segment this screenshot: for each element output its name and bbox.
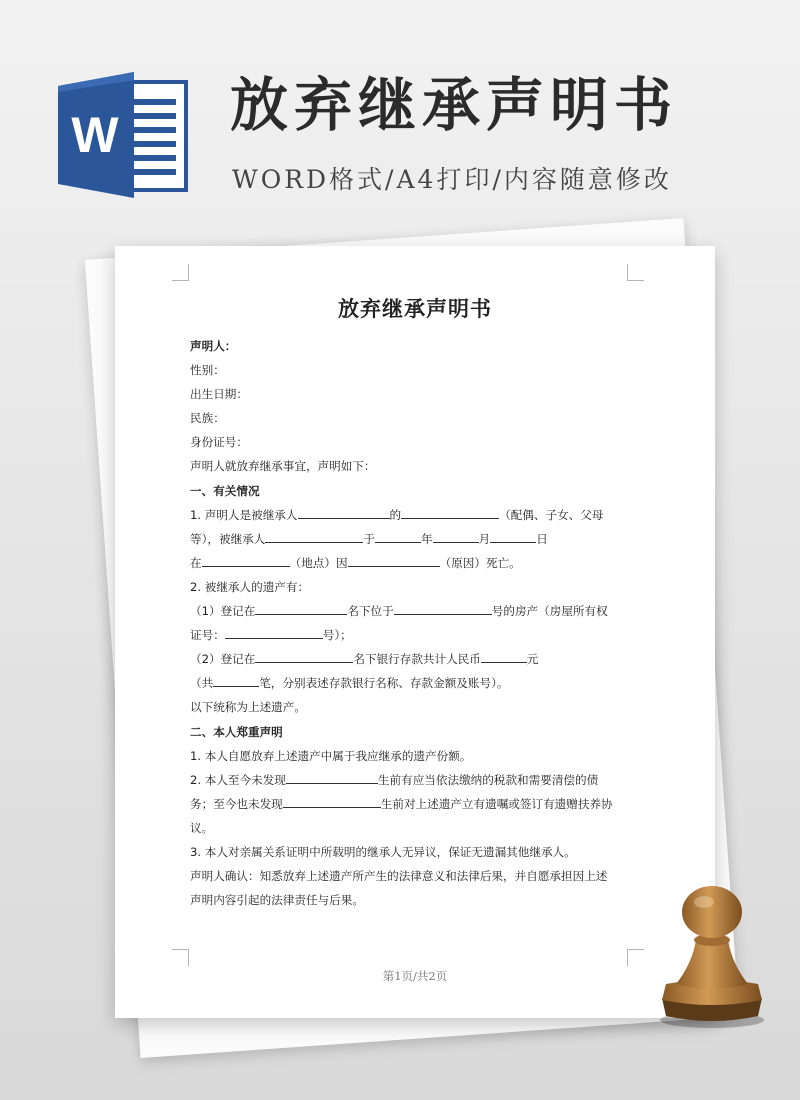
header-title: 放弃继承声明书 — [230, 71, 679, 139]
crop-mark-top-right — [627, 264, 644, 281]
document-body — [190, 334, 650, 912]
fill-blank[interactable] — [202, 552, 290, 567]
fill-blank[interactable] — [481, 648, 527, 663]
paragraph-line: 2. 本人至今未发现 生前有应当依法缴纳的税款和需要清偿的债 — [190, 768, 650, 792]
word-logo-letter: W — [71, 107, 119, 163]
fill-blank[interactable] — [225, 624, 323, 639]
crop-mark-bottom-left — [172, 949, 189, 966]
summary-line: 以下统称为上述遗产。 — [190, 700, 306, 715]
paragraph-line: 3. 本人对亲属关系证明中所载明的继承人无异议，保证无遗漏其他继承人。 — [190, 844, 576, 859]
paragraph-line: （2）登记在 名下银行存款共计人民币 元 — [190, 647, 650, 671]
paragraph-line: （共 笔，分别表述存款银行名称、存款金额及账号）。 — [190, 671, 650, 695]
word-logo-icon — [58, 72, 190, 198]
fill-blank[interactable] — [348, 552, 440, 567]
gender-line: 性别： — [190, 363, 225, 378]
fill-blank[interactable] — [401, 504, 499, 519]
fill-blank[interactable] — [375, 528, 421, 543]
document-title: 放弃继承声明书 — [338, 296, 492, 321]
fill-blank[interactable] — [255, 600, 347, 615]
paragraph-line: 在 （地点）因 （原因）死亡。 — [190, 551, 650, 575]
fill-blank[interactable] — [283, 793, 381, 808]
fill-blank[interactable] — [394, 600, 492, 615]
fill-blank[interactable] — [286, 769, 378, 784]
paragraph-line: 议。 — [190, 820, 214, 835]
fill-blank[interactable] — [213, 672, 259, 687]
paragraph-line: 1. 本人自愿放弃上述遗产中属于我应继承的遗产份额。 — [190, 748, 472, 763]
fill-blank[interactable] — [490, 528, 536, 543]
crop-mark-top-left — [172, 264, 189, 281]
rubber-stamp-icon — [652, 880, 772, 1030]
paragraph-line: 1. 声明人是被继承人 的 （配偶、子女、父母 — [190, 503, 650, 527]
fill-blank[interactable] — [255, 648, 353, 663]
id-number-line: 身份证号： — [190, 435, 248, 450]
document-page — [115, 246, 715, 1018]
section-1-heading: 一、有关情况 — [190, 483, 260, 498]
fill-blank[interactable] — [433, 528, 479, 543]
paragraph-line: 证号： 号）； — [190, 623, 650, 647]
fill-blank[interactable] — [298, 504, 390, 519]
birthdate-line: 出生日期： — [190, 387, 248, 402]
page-footer: 第1页/共2页 — [382, 969, 448, 983]
header-subtitle: WORD格式/A4打印/内容随意修改 — [232, 165, 672, 194]
declarant-line: 声明人： — [190, 339, 237, 353]
intro-line: 声明人就放弃继承事宜，声明如下： — [190, 459, 376, 474]
paragraph-line: 务；至今也未发现 生前对上述遗产立有遗嘱或签订有遗赠扶养协 — [190, 792, 650, 816]
paragraph-line: 等），被继承人 于 年 月 日 — [190, 527, 650, 551]
estate-heading-line: 2. 被继承人的遗产有： — [190, 579, 310, 594]
fill-blank[interactable] — [265, 528, 363, 543]
section-2-heading: 二、本人郑重声明 — [190, 724, 283, 739]
paragraph-line: 声明内容引起的法律责任与后果。 — [190, 893, 364, 908]
ethnicity-line: 民族： — [190, 411, 225, 426]
crop-mark-bottom-right — [627, 949, 644, 966]
paragraph-line: （1）登记在 名下位于 号的房产（房屋所有权 — [190, 599, 650, 623]
paragraph-line: 声明人确认：知悉放弃上述遗产所产生的法律意义和法律后果，并自愿承担因上述 — [190, 869, 608, 884]
